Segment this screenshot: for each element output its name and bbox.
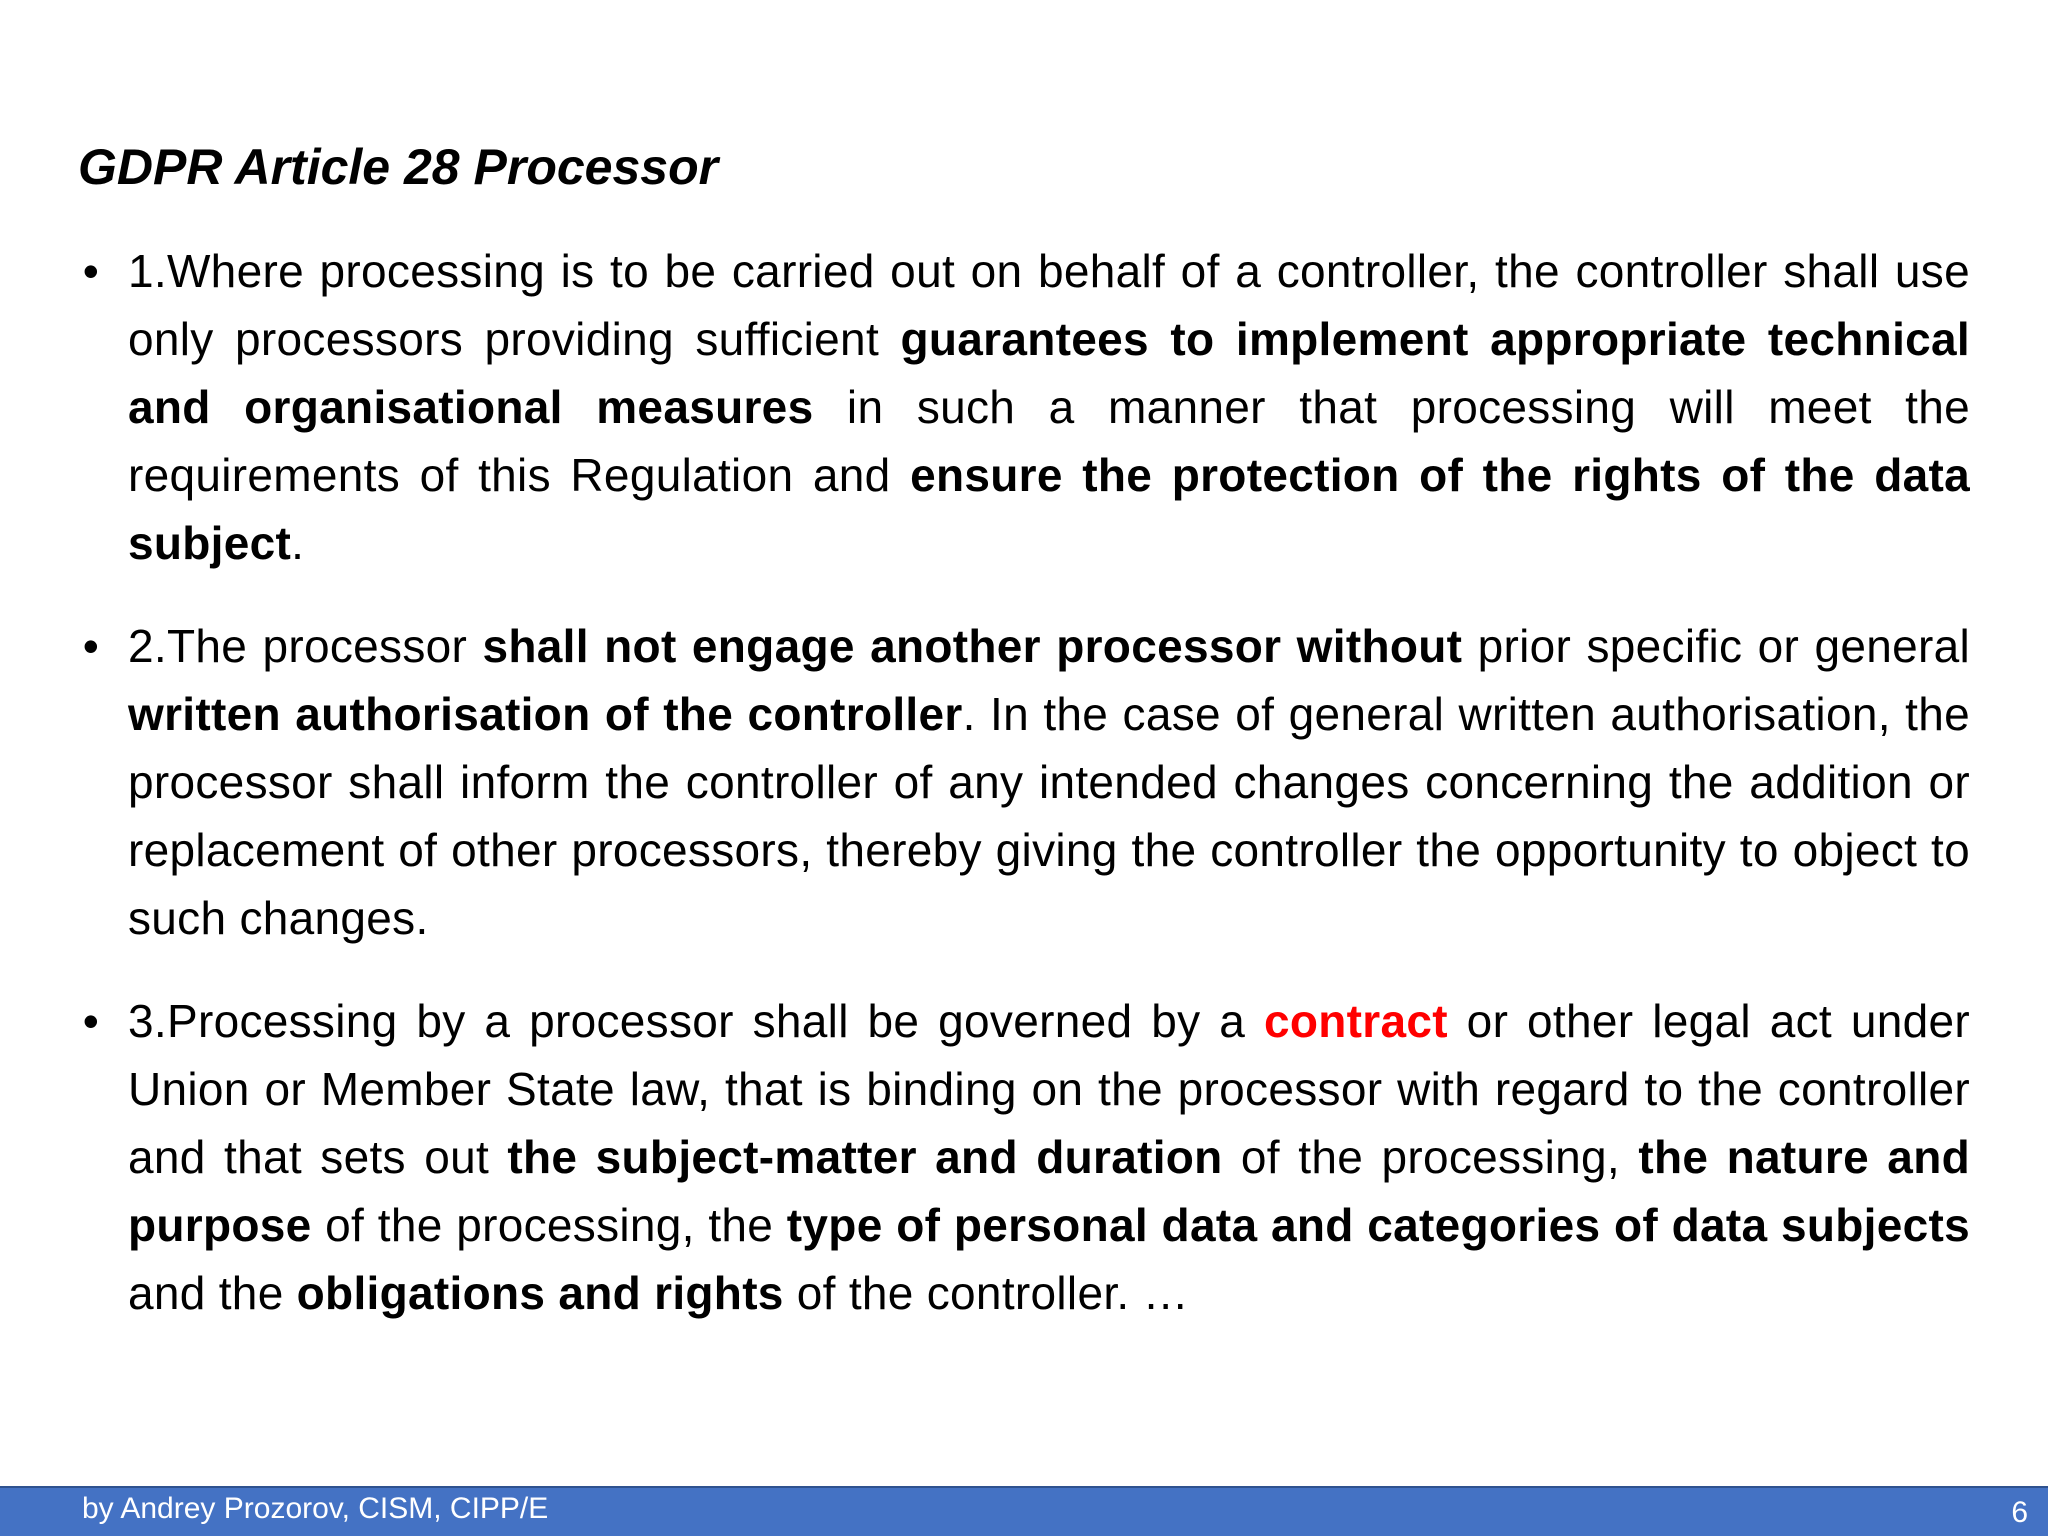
slide-title: GDPR Article 28 Processor: [78, 139, 719, 195]
paragraph-3-text: and the: [128, 1267, 297, 1319]
paragraph-3-text: or other legal act under Union or Member State law, that is binding on the processor with regard to the controller and that sets out: [128, 995, 1970, 1183]
paragraph-3-text: of the controller. …: [783, 1267, 1189, 1319]
paragraph-1-text: in such a manner that processing will meet the requirements of this Regulation and: [128, 381, 1970, 501]
paragraph-3-emphasis: obligations and rights: [296, 1267, 784, 1319]
paragraph-3-text: of the processing,: [1222, 1131, 1639, 1183]
paragraph-3-text: of the processing, the: [311, 1199, 787, 1251]
bullet-icon: •: [82, 620, 100, 672]
paragraph-1-text: .: [291, 517, 305, 569]
paragraph-1: [82, 237, 1971, 577]
paragraph-1-emphasis: ensure the protection of the rights of the data subject: [128, 449, 1970, 569]
page-number: 6: [2011, 1496, 2028, 1529]
paragraph-3-emphasis: type of personal data and categories of data subjects: [786, 1199, 1970, 1251]
paragraph-1-text: 1.Where processing is to be carried out on behalf of a controller, the controller shall use only processors providing sufficient: [128, 245, 1970, 365]
paragraph-2-emphasis: written authorisation of the controller: [128, 688, 963, 740]
bullet-icon: •: [82, 995, 100, 1047]
paragraph-2-text: 2.The processor: [128, 620, 483, 672]
paragraph-3-text: 3.Processing by a processor shall be governed by a: [128, 995, 1264, 1047]
paragraph-3: [82, 987, 1970, 1327]
bullet-icon: •: [82, 245, 100, 297]
paragraph-2-text: prior specific or general: [1462, 620, 1970, 672]
paragraph-3-emphasis: the nature and purpose: [128, 1131, 1970, 1251]
paragraph-2: [82, 612, 1970, 952]
contract-highlight: contract: [1263, 995, 1448, 1047]
paragraph-3-emphasis: the subject-matter and duration: [507, 1131, 1223, 1183]
footer-author: by Andrey Prozorov, CISM, CIPP/E: [82, 1492, 549, 1525]
footer-bar: [0, 1486, 2048, 1536]
paragraph-2-text: . In the case of general written authorisation, the processor shall inform the controller of any intended changes concerning the addition or replacement of other processors, thereby giving the controller the opportunity to object to such changes.: [128, 688, 1970, 944]
paragraph-1-emphasis: guarantees to implement appropriate technical and organisational measures: [128, 313, 1971, 433]
paragraph-2-emphasis: shall not engage another processor without: [482, 620, 1463, 672]
